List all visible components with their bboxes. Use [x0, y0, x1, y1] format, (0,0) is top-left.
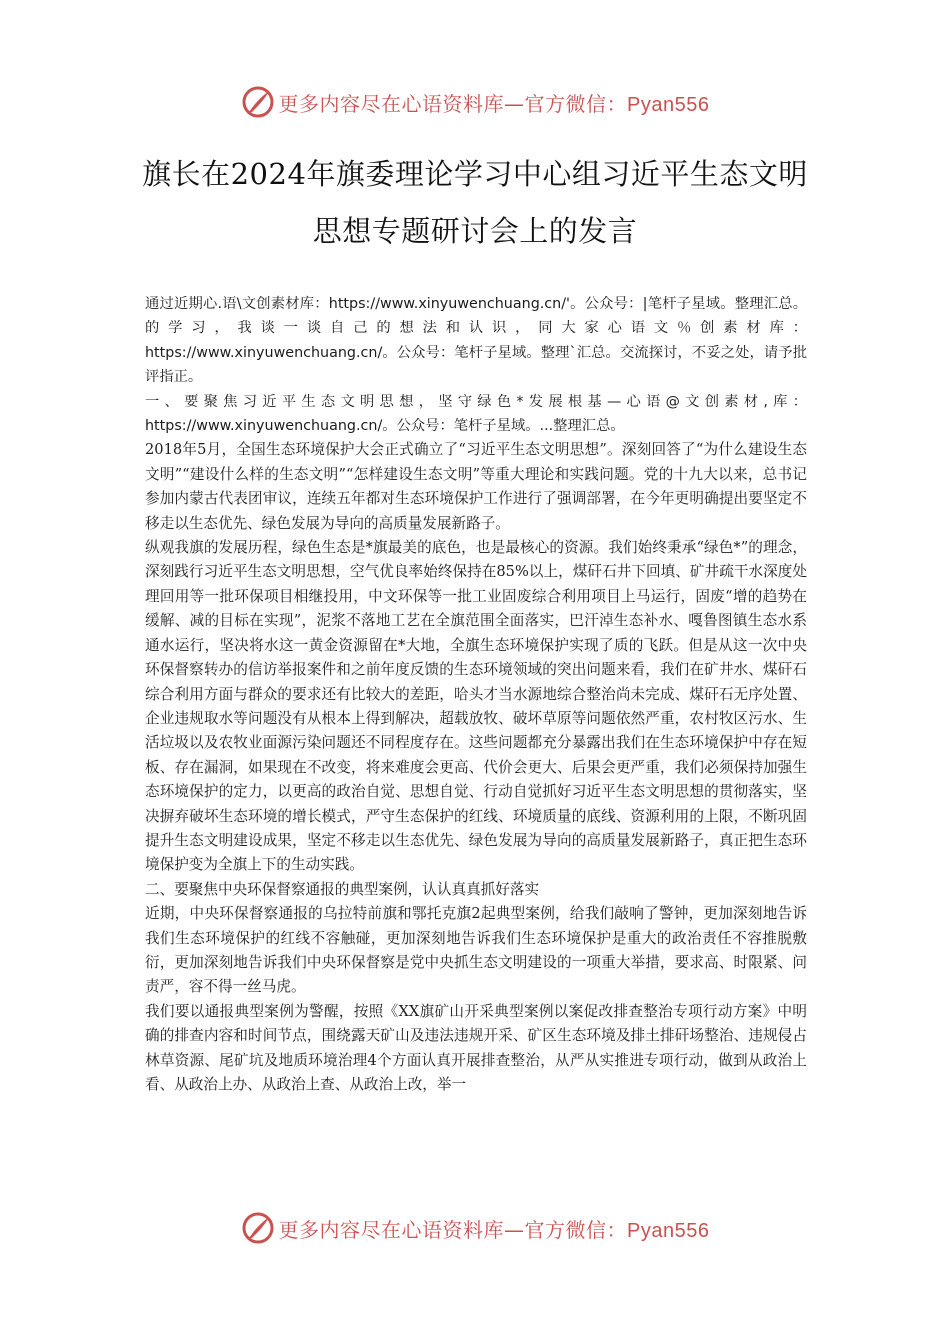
paragraph: 纵观我旗的发展历程，绿色生态是*旗最美的底色，也是最核心的资源。我们始终秉承“绿色*”的理念，深刻践行习近平生态文明思想，空气优良率始终保持在85%以上，煤矸石井下回填、矿井疏干水深度处理回用等一批环保项目相继投用，中文环保等一批工业固废综合利用项目上马运行，固废“增的趋势在缓解、减的目标在实现”，泥浆不落地工艺在全旗范围全面落实，巴汗淖生态补水、嘎鲁图镇生态水系通水运行，坚决将水这一黄金资源留在*大地，全旗生态环境保护实现了质的飞跃。但是从这一次中央环保督察转办的信访举报案件和之前年度反馈的生态环境领域的突出问题来看，我们在矿井水、煤矸石综合利用方面与群众的要求还有比较大的差距，哈头才当水源地综合整治尚未完成、煤矸石无序处置、企业违规取水等问题没有从根本上得到解决，超载放牧、破坏草原等问题依然严重，农村牧区污水、生活垃圾以及农牧业面源污染问题还不同程度存在。这些问题都充分暴露出我们在生态环境保护中存在短板、存在漏洞，如果现在不改变，将来难度会更高、代价会更大、后果会更严重，我们必须保持加强生态环境保护的定力，以更高的政治自觉、思想自觉、行动自觉抓好习近平生态文明思想的贯彻落实，坚决摒弃破坏生态环境的增长模式，严守生态保护的红线、环境质量的底线、资源利用的上限，不断巩固提升生态文明建设成果，坚定不移走以生态优先、绿色发展为导向的高质量发展新路子，真正把生态环境保护变为全旗上下的生动实践。: [145, 539, 807, 874]
paragraph: 2018年5月，全国生态环境保护大会正式确立了“习近平生态文明思想”。深刻回答了“为什么建设生态文明”“建设什么样的生态文明”“怎样建设生态文明”等重大理论和实践问题。党的十九大以来，总书记参加内蒙古代表团审议，连续五年都对生态环境保护工作进行了强调部署，在今年更明确提出要坚定不移走以生态优先、绿色发展为导向的高质量发展新路子。: [145, 441, 807, 532]
banner-wechat-id: Pyan556: [627, 1219, 710, 1242]
section-heading-2: 二、要聚焦中央环保督察通报的典型案例，认认真真抓好落实: [145, 880, 540, 898]
quill-logo-icon: [241, 85, 275, 119]
paragraph: 我们要以通报典型案例为警醒，按照《XX旗矿山开采典型案例以案促改排查整治专项行动方案》中明确的排查内容和时间节点，围绕露天矿山及违法违规开采、矿区生态环境及排土排矸场整治、违规侵占林草资源、尾矿坑及地质环境治理4个方面认真开展排查整治，从严从实推进专项行动，做到从政治上看、从政治上办、从政治上查、从政治上改，举一: [145, 1002, 807, 1093]
paragraph-intro: 通过近期心.语\文创素材库：https://www.xinyuwenchuang.cn/'。公众号：|笔杆子星域。整理汇总。的学习，我谈一谈自己的想法和认识，同大家心语文％创素材库：https://www.xinyuwenchuang.cn/。公众号：笔杆子星域。整理`汇总。交流探讨，不妥之处，请予批评指正。: [145, 296, 807, 386]
document-body: [145, 292, 807, 1097]
quill-logo-icon: [241, 1211, 275, 1245]
section-heading-1: 一、要聚焦习近平生态文明思想，坚守绿色*发展根基—心语@文创素材,库：https://www.xinyuwenchuang.cn/。公众号：笔杆子星域。...整理汇总。: [145, 393, 807, 435]
footer-banner: [0, 1208, 950, 1248]
paragraph: 近期，中央环保督察通报的乌拉特前旗和鄂托克旗2起典型案例，给我们敲响了警钟，更加深刻地告诉我们生态环境保护的红线不容触碰，更加深刻地告诉我们生态环境保护是重大的政治责任不容推脱敷衍，更加深刻地告诉我们中央环保督察是党中央抓生态文明建设的一项重大举措，要求高、时限紧、问责严，容不得一丝马虎。: [145, 905, 807, 996]
banner-text: 更多内容尽在心语资料库—官方微信：Pyan556: [278, 91, 710, 116]
header-banner: [0, 82, 950, 122]
banner-text: 更多内容尽在心语资料库—官方微信：Pyan556: [278, 1217, 710, 1242]
document-title: 旗长在2024年旗委理论学习中心组习近平生态文明思想专题研讨会上的发言: [142, 157, 808, 248]
banner-wechat-id: Pyan556: [627, 93, 710, 116]
